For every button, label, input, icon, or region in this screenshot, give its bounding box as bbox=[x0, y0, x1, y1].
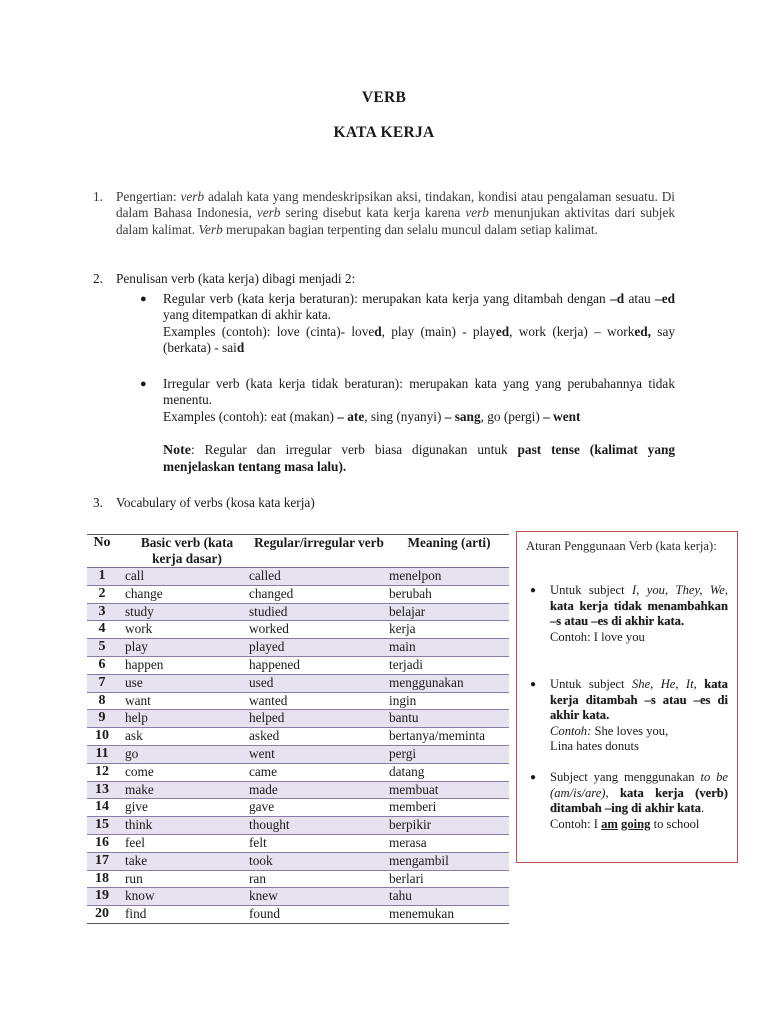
meaning-cell: menemukan bbox=[389, 906, 509, 924]
meaning-cell: berpikir bbox=[389, 817, 509, 835]
verb-form-cell: called bbox=[249, 568, 389, 586]
verb-form-cell: wanted bbox=[249, 692, 389, 710]
definition-label: Pengertian: bbox=[116, 189, 177, 204]
bullet-dot-icon: ● bbox=[140, 378, 147, 390]
basic-verb-cell: happen bbox=[117, 656, 249, 674]
table-row bbox=[87, 834, 509, 852]
table-row bbox=[87, 585, 509, 603]
row-number-cell: 14 bbox=[87, 799, 117, 817]
table-row bbox=[87, 692, 509, 710]
verb-form-cell: knew bbox=[249, 888, 389, 906]
verb-form-cell: came bbox=[249, 763, 389, 781]
verb-form-cell: happened bbox=[249, 656, 389, 674]
row-number-cell: 2 bbox=[87, 585, 117, 603]
definition-text-1: adalah kata yang mendeskripsikan aksi, tindakan, kondisi atau pengalaman sesuatu. Di dalam Bahasa Indonesia, bbox=[116, 189, 675, 221]
verb-form-cell: played bbox=[249, 639, 389, 657]
basic-verb-cell: think bbox=[117, 817, 249, 835]
section-heading: Penulisan verb (kata kerja) dibagi menjadi 2: bbox=[116, 271, 356, 286]
meaning-cell: menggunakan bbox=[389, 674, 509, 692]
basic-verb-cell: work bbox=[117, 621, 249, 639]
table-row bbox=[87, 656, 509, 674]
rule-bold: kata kerja (verb) ditambah –ing di akhir kata bbox=[550, 785, 728, 816]
rule-example: Contoh: I love you bbox=[550, 629, 645, 644]
basic-verb-cell: go bbox=[117, 745, 249, 763]
regular-text-1: Regular verb (kata kerja beraturan): merupakan kata kerja yang ditambah dengan bbox=[163, 291, 606, 306]
basic-verb-cell: know bbox=[117, 888, 249, 906]
example-suffix: d bbox=[374, 323, 382, 339]
rule-prefix: Untuk subject bbox=[550, 583, 625, 597]
column-header-meaning: Meaning (arti) bbox=[407, 535, 491, 550]
regular-text-3: yang ditempatkan di akhir kata. bbox=[163, 307, 332, 323]
row-number-cell: 16 bbox=[87, 834, 117, 852]
row-number-cell: 10 bbox=[87, 728, 117, 746]
table-row bbox=[87, 674, 509, 692]
meaning-cell: belajar bbox=[389, 603, 509, 621]
table-row bbox=[87, 745, 509, 763]
basic-verb-cell: use bbox=[117, 674, 249, 692]
verb-form-cell: took bbox=[249, 852, 389, 870]
meaning-cell: main bbox=[389, 639, 509, 657]
table-row bbox=[87, 817, 509, 835]
meaning-cell: tahu bbox=[389, 888, 509, 906]
example-suffix: ed bbox=[495, 323, 510, 339]
section-heading: Vocabulary of verbs (kosa kata kerja) bbox=[116, 495, 315, 510]
verb-form-cell: ran bbox=[249, 870, 389, 888]
row-number-cell: 15 bbox=[87, 817, 117, 835]
basic-verb-cell: come bbox=[117, 763, 249, 781]
row-number-cell: 7 bbox=[87, 674, 117, 692]
table-row bbox=[87, 728, 509, 746]
meaning-cell: ingin bbox=[389, 692, 509, 710]
note-label: Note bbox=[163, 443, 191, 458]
rule-to-be: to be (am/is/are) bbox=[550, 770, 728, 800]
verb-form-cell: worked bbox=[249, 621, 389, 639]
regular-example: , work (kerja) – work bbox=[509, 323, 635, 339]
irregular-form: – went bbox=[543, 408, 581, 424]
section-number: 1. bbox=[93, 189, 103, 204]
table-row bbox=[87, 568, 509, 586]
meaning-cell: menelpon bbox=[389, 568, 509, 586]
row-number-cell: 12 bbox=[87, 763, 117, 781]
verb-term: verb bbox=[256, 205, 281, 221]
verb-term: verb bbox=[180, 189, 205, 204]
suffix-d: –d bbox=[610, 291, 625, 306]
basic-verb-cell: run bbox=[117, 870, 249, 888]
verb-form-cell: went bbox=[249, 745, 389, 763]
row-number-cell: 8 bbox=[87, 692, 117, 710]
basic-verb-cell: help bbox=[117, 710, 249, 728]
row-number-cell: 1 bbox=[87, 568, 117, 586]
rule-example: to school bbox=[653, 816, 700, 831]
regular-example-prefix: Examples (contoh): love (cinta)- love bbox=[163, 323, 375, 339]
basic-verb-cell: want bbox=[117, 692, 249, 710]
meaning-cell: pergi bbox=[389, 745, 509, 763]
basic-verb-cell: call bbox=[117, 568, 249, 586]
table-row bbox=[87, 621, 509, 639]
basic-verb-cell: make bbox=[117, 781, 249, 799]
row-number-cell: 9 bbox=[87, 710, 117, 728]
irregular-example: , go (pergi) bbox=[480, 408, 540, 424]
verb-form-cell: used bbox=[249, 674, 389, 692]
row-number-cell: 18 bbox=[87, 870, 117, 888]
table-body bbox=[87, 568, 509, 924]
rule-example-am: am bbox=[601, 816, 618, 831]
basic-verb-cell: change bbox=[117, 585, 249, 603]
meaning-cell: bertanya/meminta bbox=[389, 728, 509, 746]
section-number: 3. bbox=[93, 495, 103, 510]
table-row bbox=[87, 763, 509, 781]
note-text: : Regular dan irregular verb biasa digunakan untuk bbox=[191, 442, 508, 457]
rule-item: ● Subject yang menggunakan to be (am/is/are), kata kerja (verb) ditambah –ing di akhir kata. Contoh: I am going to school bbox=[530, 770, 728, 831]
row-number-cell: 3 bbox=[87, 603, 117, 621]
basic-verb-cell: find bbox=[117, 906, 249, 924]
bullet-dot-icon: ● bbox=[140, 293, 147, 305]
section-number: 2. bbox=[93, 271, 103, 286]
rule-item: ● Untuk subject I, you, They, We, kata kerja tidak menambahkan –s atau –es di akhir kata. Contoh: I love you bbox=[530, 583, 728, 644]
meaning-cell: terjadi bbox=[389, 656, 509, 674]
page-title: VERB bbox=[361, 89, 407, 106]
rules-intro: Aturan Penggunaan Verb (kata kerja): bbox=[526, 539, 717, 553]
bullet-regular-verb bbox=[140, 291, 675, 357]
meaning-cell: datang bbox=[389, 763, 509, 781]
table-header-row bbox=[87, 535, 509, 568]
basic-verb-cell: feel bbox=[117, 834, 249, 852]
definition-text-4: merupakan bagian terpenting dan selalu muncul dalam setiap kalimat. bbox=[226, 221, 598, 237]
rule-example-label: Contoh: bbox=[550, 723, 592, 738]
row-number-cell: 11 bbox=[87, 745, 117, 763]
note-paragraph bbox=[163, 442, 675, 476]
rule-prefix: Untuk subject bbox=[550, 677, 625, 691]
regular-example: say (berkata) - sai bbox=[163, 323, 676, 356]
meaning-cell: membuat bbox=[389, 781, 509, 799]
meaning-cell: memberi bbox=[389, 799, 509, 817]
column-header-regular-irregular: Regular/irregular verb bbox=[254, 535, 384, 550]
meaning-cell: kerja bbox=[389, 621, 509, 639]
table-row bbox=[87, 852, 509, 870]
definition-text-2: sering disebut kata kerja karena bbox=[285, 205, 461, 221]
verb-form-cell: found bbox=[249, 906, 389, 924]
verb-form-cell: gave bbox=[249, 799, 389, 817]
rule-example: Lina hates donuts bbox=[550, 739, 639, 754]
verb-form-cell: studied bbox=[249, 603, 389, 621]
basic-verb-cell: take bbox=[117, 852, 249, 870]
meaning-cell: mengambil bbox=[389, 852, 509, 870]
row-number-cell: 19 bbox=[87, 888, 117, 906]
table-row bbox=[87, 710, 509, 728]
bullet-dot-icon: ● bbox=[530, 772, 537, 783]
column-header-basic-verb: Basic verb (kata kerja dasar) bbox=[140, 535, 234, 566]
table-row bbox=[87, 888, 509, 906]
table-row bbox=[87, 639, 509, 657]
irregular-form: – sang bbox=[444, 408, 481, 424]
row-number-cell: 17 bbox=[87, 852, 117, 870]
verb-form-cell: helped bbox=[249, 710, 389, 728]
definition-paragraph bbox=[116, 189, 675, 238]
irregular-example-prefix: Examples (contoh): eat (makan) bbox=[163, 408, 334, 424]
basic-verb-cell: study bbox=[117, 603, 249, 621]
page-subtitle: KATA KERJA bbox=[333, 124, 435, 141]
meaning-cell: merasa bbox=[389, 834, 509, 852]
row-number-cell: 4 bbox=[87, 621, 117, 639]
rule-bold: kata kerja ditambah –s atau –es di akhir kata. bbox=[550, 677, 728, 723]
rule-example: She loves you, bbox=[594, 723, 669, 738]
verb-form-cell: made bbox=[249, 781, 389, 799]
row-number-cell: 5 bbox=[87, 639, 117, 657]
basic-verb-cell: ask bbox=[117, 728, 249, 746]
suffix-ed: –ed bbox=[655, 291, 676, 306]
bullet-irregular-verb bbox=[140, 376, 675, 425]
column-header-no: No bbox=[93, 535, 111, 550]
row-number-cell: 6 bbox=[87, 656, 117, 674]
rule-item bbox=[526, 677, 728, 755]
vocabulary-table bbox=[87, 534, 509, 924]
table-row bbox=[87, 870, 509, 888]
verb-term: verb bbox=[465, 205, 489, 221]
section-definition bbox=[93, 189, 675, 238]
verb-form-cell: asked bbox=[249, 728, 389, 746]
row-number-cell: 13 bbox=[87, 781, 117, 799]
rule-example-going: going bbox=[621, 816, 651, 831]
definition-text-3: menunjukan aktivitas dari subjek dalam kalimat. bbox=[116, 205, 675, 237]
irregular-text: Irregular verb (kata kerja tidak beraturan): merupakan kata yang yang perubahannya tidak menentu. bbox=[163, 376, 675, 408]
note-bold-text: past tense (kalimat yang menjelaskan tentang masa lalu). bbox=[163, 442, 676, 475]
meaning-cell: bantu bbox=[389, 710, 509, 728]
bullet-dot-icon: ● bbox=[530, 679, 537, 690]
rule-subjects: She, He, It, bbox=[631, 677, 697, 691]
meaning-cell: berlari bbox=[389, 870, 509, 888]
verb-form-cell: felt bbox=[249, 834, 389, 852]
verb-term: Verb bbox=[198, 221, 223, 237]
rule-prefix: Subject yang menggunakan bbox=[550, 770, 695, 784]
table-row bbox=[87, 603, 509, 621]
regular-example: , play (main) - play bbox=[381, 323, 496, 339]
rule-example: Contoh: I bbox=[550, 816, 598, 831]
rule-bold: kata kerja tidak menambahkan –s atau –es di akhir kata. bbox=[550, 598, 728, 629]
section-writing bbox=[93, 271, 675, 287]
basic-verb-cell: give bbox=[117, 799, 249, 817]
basic-verb-cell: play bbox=[117, 639, 249, 657]
rule-subjects: I, you, They, We bbox=[632, 583, 725, 597]
regular-text-2: atau bbox=[628, 291, 651, 306]
meaning-cell: berubah bbox=[389, 585, 509, 603]
example-suffix: ed, bbox=[634, 323, 651, 339]
verb-form-cell: changed bbox=[249, 585, 389, 603]
bullet-dot-icon: ● bbox=[530, 585, 537, 596]
table-row bbox=[87, 906, 509, 924]
example-suffix: d bbox=[236, 340, 245, 356]
table-row bbox=[87, 799, 509, 817]
verb-form-cell: thought bbox=[249, 817, 389, 835]
irregular-form: – ate bbox=[337, 408, 365, 424]
section-vocabulary bbox=[93, 495, 675, 511]
row-number-cell: 20 bbox=[87, 906, 117, 924]
irregular-example: , sing (nyanyi) bbox=[364, 408, 442, 424]
table-row bbox=[87, 781, 509, 799]
